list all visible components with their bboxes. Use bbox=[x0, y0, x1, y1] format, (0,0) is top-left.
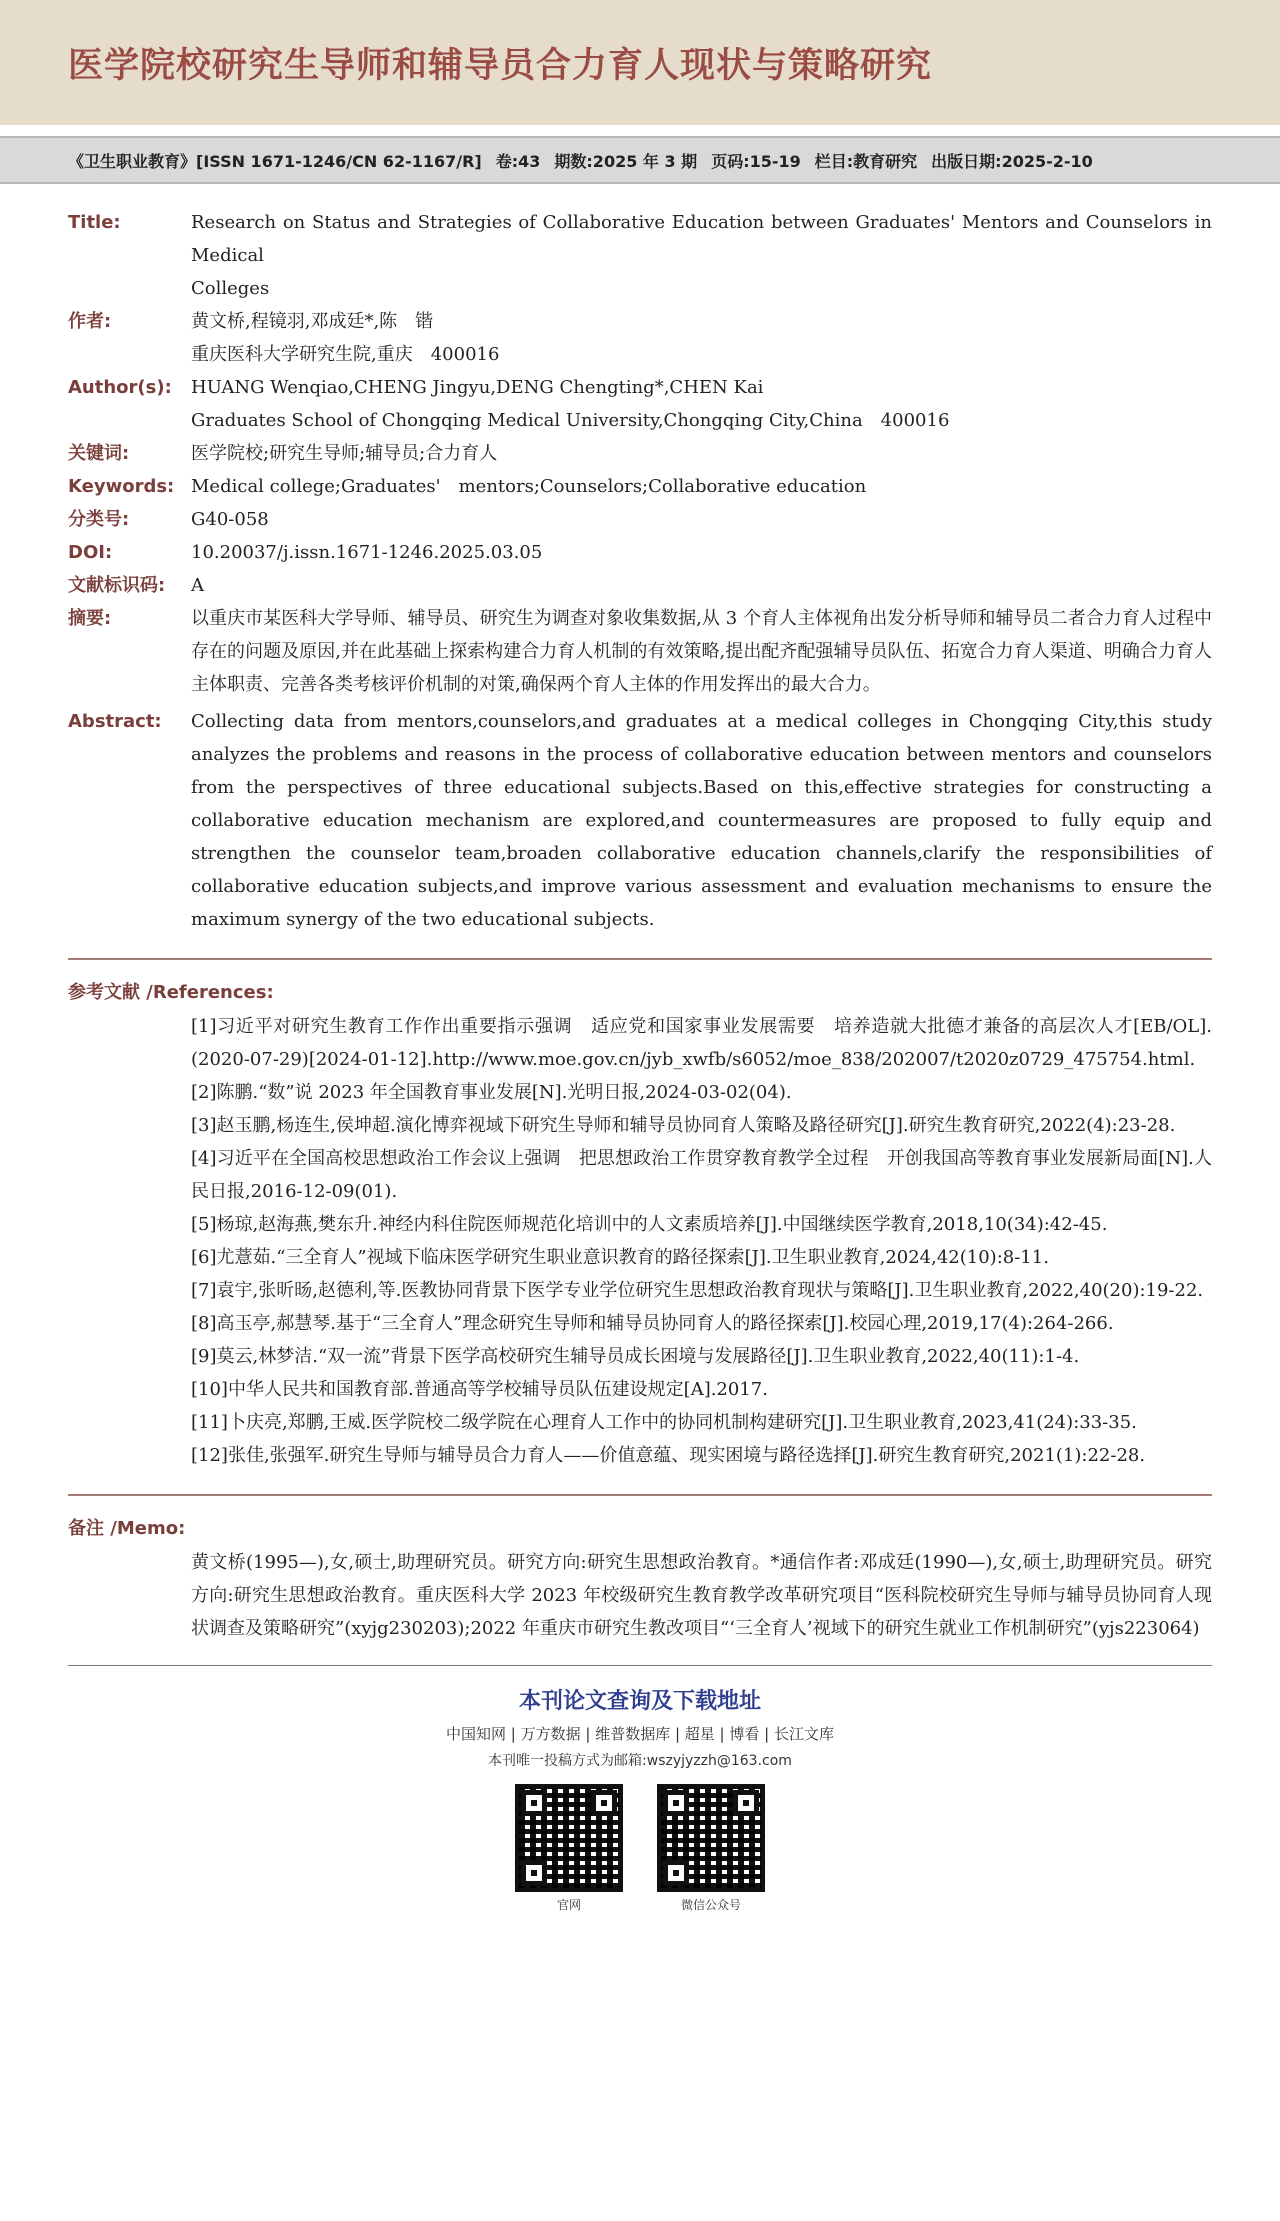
english-title bbox=[191, 206, 1212, 305]
website-qr-caption: 官网 bbox=[556, 1898, 581, 1912]
reference-item: [10]中华人民共和国教育部.普通高等学校辅导员队伍建设规定[A].2017. bbox=[191, 1379, 768, 1400]
qr-code-icon bbox=[515, 1784, 623, 1892]
footer-title: 本刊论文查询及下载地址 bbox=[518, 1689, 761, 1714]
references-title: 参考文献 /References: bbox=[68, 982, 274, 1003]
author-row bbox=[68, 305, 1212, 371]
reference-item: [2]陈鹏.“数”说 2023 年全国教育事业发展[N].光明日报,2024-03-02(04). bbox=[191, 1082, 792, 1103]
publication-meta-bar bbox=[0, 136, 1280, 184]
authors-en bbox=[191, 371, 1212, 437]
authors-cn bbox=[191, 305, 1212, 371]
abstract-en: Collecting data from mentors,counselors,and graduates at a medical colleges in Chongqing City,this study analyzes the problems and reasons in the process of collaborative education between mentors and counselors from the perspectives of three educational subjects.Based on this,effective strategies for constructing a collaborative education mechanism are explored,and countermeasures are proposed to fully equip and strengthen the counselor team,broaden collaborative education channels,clarify the responsibilities of collaborative education subjects,and improve various assessment and evaluation mechanisms to ensure the maximum synergy of the two educational subjects. bbox=[191, 711, 1212, 930]
keywords-label: 关键词: bbox=[68, 443, 130, 464]
divider bbox=[68, 1494, 1212, 1496]
metadata-fields bbox=[68, 206, 1212, 936]
article-content bbox=[0, 206, 1280, 1913]
reference-item: [9]莫云,林梦洁.“双一流”背景下医学高校研究生辅导员成长困境与发展路径[J].卫生职业教育,2022,40(11):1-4. bbox=[191, 1346, 1080, 1367]
issue: 期数:2025 年 3 期 bbox=[554, 151, 698, 171]
wechat-qr-caption: 微信公众号 bbox=[680, 1898, 741, 1912]
class-label: 分类号: bbox=[68, 509, 130, 530]
divider bbox=[68, 958, 1212, 960]
doi-value[interactable]: 10.20037/j.issn.1671-1246.2025.03.05 bbox=[191, 542, 543, 563]
memo-text: 黄文桥(1995—),女,硕士,助理研究员。研究方向:研究生思想政治教育。*通信作者:邓成廷(1990—),女,硕士,助理研究员。研究方向:研究生思想政治教育。重庆医科大学 2023 年校级研究生教育教学改革研究项目“医科院校研究生导师与辅导员协同育人现状调查及策略研究”(xyjg230203);2022 年重庆市研究生教改项目“‘三全育人’视域下的研究生就业工作机制研究”(yjs223064) bbox=[191, 1552, 1212, 1639]
abstract-cn: 以重庆市某医科大学导师、辅导员、研究生为调查对象收集数据,从 3 个育人主体视角出发分析导师和辅导员二者合力育人过程中存在的问题及原因,并在此基础上探索构建合力育人机制的有效策略,提出配齐配强辅导员队伍、拓宽合力育人渠道、明确合力育人主体职责、完善各类考核评价机制的对策,确保两个育人主体的作用发挥出的最大合力。 bbox=[191, 608, 1212, 695]
page-title: 医学院校研究生导师和辅导员合力育人现状与策略研究 bbox=[68, 45, 933, 86]
reference-item: [12]张佳,张强军.研究生导师与辅导员合力育人——价值意蕴、现实困境与路径选择[J].研究生教育研究,2021(1):22-28. bbox=[191, 1445, 1146, 1466]
publish-date: 出版日期:2025-2-10 bbox=[931, 151, 1093, 171]
author-en-row bbox=[68, 371, 1212, 437]
reference-item: [6]尤薏茹.“三全育人”视域下临床医学研究生职业意识教育的路径探索[J].卫生职业教育,2024,42(10):8-11. bbox=[191, 1247, 1049, 1268]
qr-codes bbox=[68, 1784, 1212, 1913]
memo-title: 备注 /Memo: bbox=[68, 1518, 186, 1539]
abstract-row bbox=[68, 602, 1212, 701]
abstract-en-row bbox=[68, 705, 1212, 936]
references-section bbox=[68, 978, 1212, 1472]
doi-row bbox=[68, 536, 1212, 569]
abstract-en-label: Abstract: bbox=[68, 711, 162, 732]
reference-item: [11]卜庆亮,郑鹏,王威.医学院校二级学院在心理育人工作中的协同机制构建研究[J].卫生职业教育,2023,41(24):33-35. bbox=[191, 1412, 1137, 1433]
reference-list bbox=[68, 1010, 1212, 1472]
class-number: G40-058 bbox=[191, 509, 269, 530]
author-names-en: HUANG Wenqiao,CHENG Jingyu,DENG Chengting*,CHEN Kai bbox=[191, 377, 764, 398]
keywords-cn: 医学院校;研究生导师;辅导员;合力育人 bbox=[191, 443, 498, 464]
footer-divider bbox=[68, 1665, 1212, 1666]
doi-label: DOI: bbox=[68, 542, 113, 563]
footer bbox=[68, 1684, 1212, 1913]
submission-email[interactable]: 本刊唯一投稿方式为邮箱:wszyjyzzh@163.com bbox=[488, 1753, 792, 1769]
title-line: Research on Status and Strategies of Collaborative Education between Graduates' Mentors and Counselors in Medical bbox=[191, 212, 1212, 266]
keywords-en-label: Keywords: bbox=[68, 476, 175, 497]
title-label: Title: bbox=[68, 212, 121, 233]
doc-code-row bbox=[68, 569, 1212, 602]
pages: 页码:15-19 bbox=[711, 151, 801, 171]
website-qr[interactable] bbox=[513, 1784, 625, 1913]
title-banner bbox=[0, 0, 1280, 125]
author-affiliation-en: Graduates School of Chongqing Medical University,Chongqing City,China 400016 bbox=[191, 410, 950, 431]
wechat-qr[interactable] bbox=[655, 1784, 767, 1913]
reference-item: [1]习近平对研究生教育工作作出重要指示强调 适应党和国家事业发展需要 培养造就大批德才兼备的高层次人才[EB/OL].(2020-07-29)[2024-01-12].http://www.moe.gov.cn/jyb_xwfb/s6052/moe_838/202007/t2020z0729_475754.html. bbox=[191, 1016, 1212, 1070]
class-row bbox=[68, 503, 1212, 536]
qr-code-icon bbox=[657, 1784, 765, 1892]
doc-code-label: 文献标识码: bbox=[68, 575, 166, 596]
keywords-en: Medical college;Graduates' mentors;Counselors;Collaborative education bbox=[191, 476, 867, 497]
column: 栏目:教育研究 bbox=[814, 151, 918, 171]
volume: 卷:43 bbox=[495, 151, 541, 171]
reference-item: [3]赵玉鹏,杨连生,侯坤超.演化博弈视域下研究生导师和辅导员协同育人策略及路径研究[J].研究生教育研究,2022(4):23-28. bbox=[191, 1115, 1176, 1136]
author-affiliation: 重庆医科大学研究生院,重庆 400016 bbox=[191, 344, 500, 365]
doc-code-value: A bbox=[191, 575, 204, 596]
reference-item: [5]杨琼,赵海燕,樊东升.神经内科住院医师规范化培训中的人文素质培养[J].中国继续医学教育,2018,10(34):42-45. bbox=[191, 1214, 1108, 1235]
author-names: 黄文桥,程镜羽,邓成廷*,陈 锴 bbox=[191, 311, 434, 332]
database-list[interactable]: 中国知网 | 万方数据 | 维普数据库 | 超星 | 博看 | 长江文库 bbox=[446, 1725, 834, 1743]
keywords-en-row bbox=[68, 470, 1212, 503]
keywords-row bbox=[68, 437, 1212, 470]
memo-section bbox=[68, 1514, 1212, 1645]
reference-item: [4]习近平在全国高校思想政治工作会议上强调 把思想政治工作贯穿教育教学全过程 开创我国高等教育事业发展新局面[N].人民日报,2016-12-09(01). bbox=[191, 1148, 1212, 1202]
author-en-label: Author(s): bbox=[68, 377, 172, 398]
title-line: Colleges bbox=[191, 278, 270, 299]
abstract-label: 摘要: bbox=[68, 608, 112, 629]
reference-item: [8]高玉亭,郝慧琴.基于“三全育人”理念研究生导师和辅导员协同育人的路径探索[J].校园心理,2019,17(4):264-266. bbox=[191, 1313, 1114, 1334]
title-row bbox=[68, 206, 1212, 305]
reference-item: [7]袁宇,张昕旸,赵德利,等.医教协同背景下医学专业学位研究生思想政治教育现状与策略[J].卫生职业教育,2022,40(20):19-22. bbox=[191, 1280, 1204, 1301]
author-label: 作者: bbox=[68, 311, 112, 332]
journal-info: 《卫生职业教育》[ISSN 1671-1246/CN 62-1167/R] bbox=[68, 151, 482, 171]
